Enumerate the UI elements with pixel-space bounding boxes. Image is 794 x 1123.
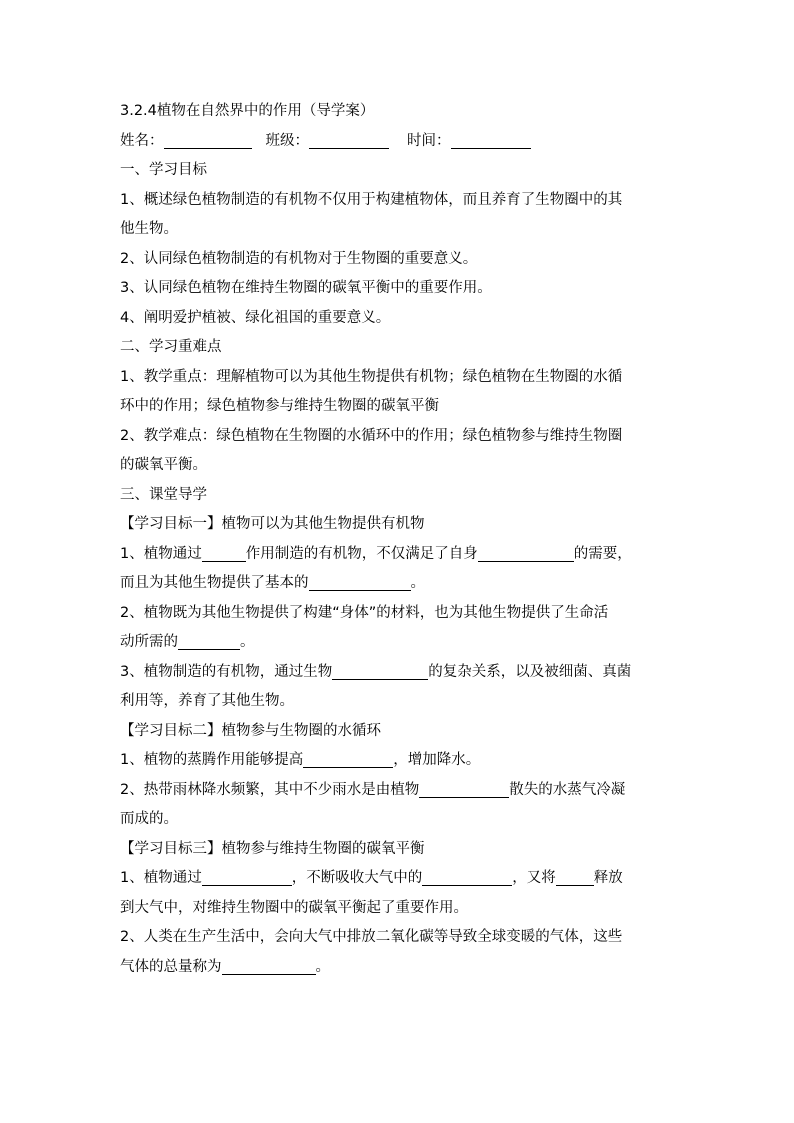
class-blank xyxy=(309,131,389,149)
fill-blank xyxy=(222,957,316,975)
goal-3-question-1-line-2: 到大气中，对维持生物圈中的碳氧平衡起了重要作用。 xyxy=(120,899,468,916)
goal-1-question-3-line-2: 利用等，养育了其他生物。 xyxy=(120,693,294,709)
goal-2-question-2-line-1 xyxy=(120,776,680,806)
fill-blank xyxy=(202,868,292,886)
doc-title: 3.2.4植物在自然界中的作用（导学案） xyxy=(120,103,375,119)
fill-blank xyxy=(202,544,246,562)
goal-3-question-2-line-2 xyxy=(120,953,680,983)
text-segment: 1、植物通过 xyxy=(120,545,202,562)
goal-2-heading: 【学习目标二】植物参与生物圈的水循环 xyxy=(120,722,381,739)
goal-1-question-2-line-2 xyxy=(120,628,680,658)
name-blank xyxy=(164,131,252,149)
key-point-1-line-1: 1、教学重点：理解植物可以为其他生物提供有机物；绿色植物在生物圈的水循 xyxy=(120,368,623,385)
objective-3: 3、认同绿色植物在维持生物圈的碳氧平衡中的重要作用。 xyxy=(120,280,492,296)
text-segment: ，增加降水。 xyxy=(393,752,481,768)
classroom-guide-heading: 三、课堂导学 xyxy=(120,486,207,503)
goal-1-question-1-line-2 xyxy=(120,569,680,599)
goal-1-question-1-line-1 xyxy=(120,540,680,570)
text-segment: 的复杂关系，以及被细菌、真菌 xyxy=(428,663,632,680)
text-segment: 2、热带雨林降水频繁，其中不少雨水是由植物 xyxy=(120,781,420,798)
fill-blank xyxy=(556,868,594,886)
text-segment: 。 xyxy=(410,575,425,591)
student-info-row xyxy=(120,127,680,157)
goal-2-question-1 xyxy=(120,746,680,776)
text-segment: 3、植物制造的有机物，通过生物 xyxy=(120,663,333,680)
text-segment: 1、植物通过 xyxy=(120,870,202,886)
key-point-2-line-1: 2、教学难点：绿色植物在生物圈的水循环中的作用；绿色植物参与维持生物圈 xyxy=(120,427,623,444)
worksheet-content xyxy=(120,97,680,982)
fill-blank xyxy=(309,573,411,591)
time-label: 时间： xyxy=(407,132,451,149)
objective-1-line-2: 他生物。 xyxy=(120,221,178,237)
text-segment: 释放 xyxy=(593,870,623,886)
objective-4: 4、阐明爱护植被、绿化祖国的重要意义。 xyxy=(120,309,391,326)
goal-1-heading: 【学习目标一】植物可以为其他生物提供有机物 xyxy=(120,516,425,532)
text-segment: 的需要， xyxy=(573,545,632,562)
objective-2: 2、认同绿色植物制造的有机物对于生物圈的重要意义。 xyxy=(120,250,478,267)
objective-1-line-1: 1、概述绿色植物制造的有机物不仅用于构建植物体，而且养育了生物圈中的其 xyxy=(120,191,623,208)
fill-blank xyxy=(419,780,509,798)
fill-blank xyxy=(303,750,393,768)
key-point-1-line-2: 环中的作用；绿色植物参与维持生物圈的碳氧平衡 xyxy=(120,398,439,414)
objectives-heading: 一、学习目标 xyxy=(120,162,207,178)
text-segment: 。 xyxy=(240,634,255,650)
text-segment: 散失的水蒸气冷凝 xyxy=(509,781,626,798)
time-blank xyxy=(451,131,531,149)
fill-blank xyxy=(422,868,512,886)
goal-3-heading: 【学习目标三】植物参与维持生物圈的碳氧平衡 xyxy=(120,840,425,857)
fill-blank xyxy=(178,632,240,650)
key-point-2-line-2: 的碳氧平衡。 xyxy=(120,457,207,473)
key-points-heading: 二、学习重难点 xyxy=(120,339,222,355)
name-label: 姓名： xyxy=(120,132,164,149)
text-segment: ，又将 xyxy=(512,870,556,886)
text-segment: 而且为其他生物提供了基本的 xyxy=(120,575,309,591)
goal-1-question-2-line-1: 2、植物既为其他生物提供了构建“身体”的材料，也为其他生物提供了生命活 xyxy=(120,604,609,621)
text-segment: 气体的总量称为 xyxy=(120,958,222,975)
fill-blank xyxy=(332,662,428,680)
text-segment: 作用制造的有机物，不仅满足了自身 xyxy=(245,545,478,562)
goal-2-question-2-line-2: 而成的。 xyxy=(120,811,178,827)
text-segment: ，不断吸收大气中的 xyxy=(291,870,423,886)
text-segment: 1、植物的蒸腾作用能够提高 xyxy=(120,752,304,768)
goal-3-question-2-line-1: 2、人类在生产生活中，会向大气中排放二氧化碳等导致全球变暖的气体，这些 xyxy=(120,929,623,945)
goal-1-question-3-line-1 xyxy=(120,658,680,688)
class-label: 班级： xyxy=(265,132,309,149)
text-segment: 动所需的 xyxy=(120,634,178,650)
fill-blank xyxy=(478,544,574,562)
goal-3-question-1-line-1 xyxy=(120,864,680,894)
text-segment: 。 xyxy=(315,958,330,975)
